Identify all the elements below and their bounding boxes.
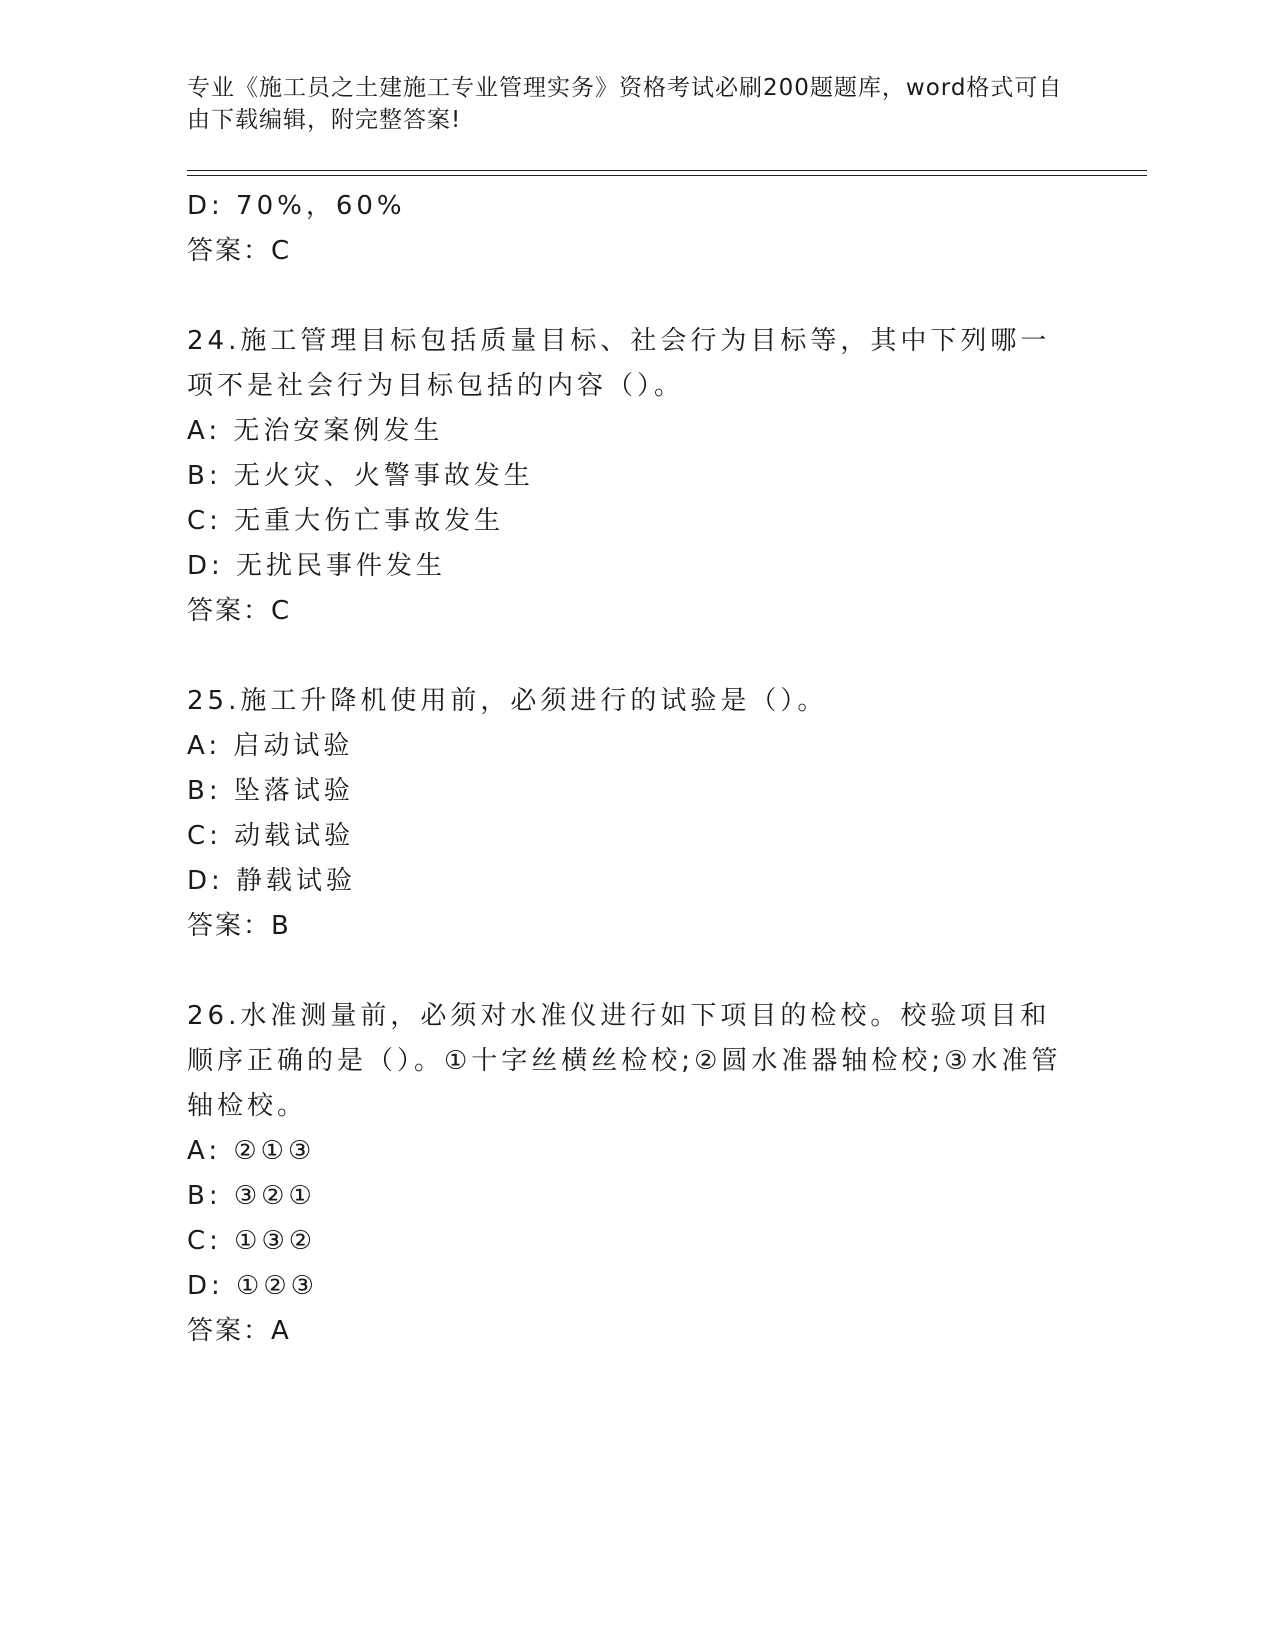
question-26 — [187, 994, 1147, 1354]
header-divider — [187, 170, 1147, 176]
question-25 — [187, 679, 1147, 949]
option-a: A: 启动试验 — [187, 731, 354, 761]
answer: 答案：C — [187, 596, 292, 626]
carryover-answer: 答案：C — [187, 236, 292, 266]
option-c: C: ①③② — [187, 1226, 317, 1256]
option-c: C: 无重大伤亡事故发生 — [187, 506, 505, 536]
question-24 — [187, 319, 1147, 634]
option-d: D: ①②③ — [187, 1271, 318, 1301]
question-text: 26.水准测量前，必须对水准仪进行如下项目的检校。校验项目和顺序正确的是（）。①十字丝横丝检校;②圆水准器轴检校;③水准管轴检校。 — [187, 1001, 1062, 1121]
option-b: B: 无火灾、火警事故发生 — [187, 461, 534, 491]
document-header-title: 专业《施工员之土建施工专业管理实务》资格考试必刷200题题库，word格式可自由下载编辑，附完整答案! — [187, 75, 1063, 133]
question-text: 24.施工管理目标包括质量目标、社会行为目标等，其中下列哪一项不是社会行为目标包括的内容（）。 — [187, 326, 1051, 401]
option-c: C: 动载试验 — [187, 821, 355, 851]
answer: 答案：B — [187, 911, 291, 941]
option-d: D: 无扰民事件发生 — [187, 551, 447, 581]
answer: 答案：A — [187, 1316, 291, 1346]
option-a: A: 无治安案例发生 — [187, 416, 444, 446]
option-d: D: 静载试验 — [187, 866, 357, 896]
carryover-option-d: D: 70%，60% — [187, 191, 406, 221]
option-b: B: ③②① — [187, 1181, 316, 1211]
option-b: B: 坠落试验 — [187, 776, 354, 806]
question-text: 25.施工升降机使用前，必须进行的试验是（）。 — [187, 686, 828, 716]
document-page — [187, 72, 1147, 1354]
option-a: A: ②①③ — [187, 1136, 316, 1166]
